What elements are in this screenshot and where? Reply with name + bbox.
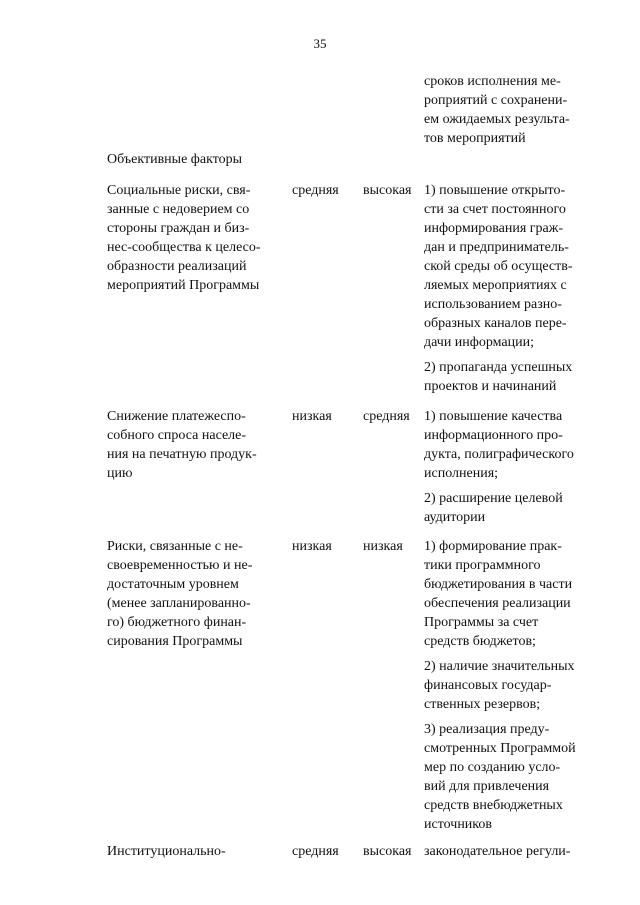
risk-impact: высокая (363, 844, 412, 859)
risk-impact: низкая (363, 539, 403, 554)
measure-text-line: ственных резервов; (424, 697, 541, 712)
measure-text-line: источников (424, 817, 493, 832)
risk-probability: низкая (292, 409, 332, 424)
risk-name-line: занные с недоверием со (107, 202, 250, 217)
measure-text-line: 3) реализация преду- (424, 722, 550, 737)
measure-text-line: роприятий с сохранени- (424, 93, 568, 108)
measure-text-line: информационного про- (424, 428, 563, 443)
risk-name-line: сирования Программы (107, 634, 243, 649)
measure-text-line: законодательное регули- (424, 844, 571, 859)
measure-text-line: средств бюджетов; (424, 634, 536, 649)
risk-name-line: образности реализаций (107, 259, 247, 274)
risk-probability: средняя (292, 844, 339, 859)
risk-name-line: мероприятий Программы (107, 278, 260, 293)
measure-text-line: ем ожидаемых результа- (424, 112, 570, 127)
risk-name-line: нес-сообщества к целесо- (107, 240, 261, 255)
measure-text-line: ляемых мероприятиях с (424, 278, 567, 293)
measure-text-line: проектов и начинаний (424, 379, 557, 394)
risk-name-line: Социальные риски, свя- (107, 183, 251, 198)
measure-text-line: аудитории (424, 510, 486, 525)
risk-name-line: Риски, связанные с не- (107, 539, 243, 554)
measure-text-line: тики программного (424, 558, 541, 573)
measure-text-line: вий для привлечения (424, 779, 550, 794)
measure-text-line: дан и предприниматель- (424, 240, 569, 255)
measure-text-line: 2) наличие значительных (424, 659, 575, 674)
risk-name-line: своевременностью и не- (107, 558, 253, 573)
risk-name-line: Институционально- (107, 844, 226, 859)
risk-impact: высокая (363, 183, 412, 198)
risk-name-line: Снижение платежеспо- (107, 409, 246, 424)
measure-text-line: дачи информации; (424, 335, 534, 350)
risk-probability: средняя (292, 183, 339, 198)
risk-impact: средняя (363, 409, 410, 424)
measure-text-line: сроков исполнения ме- (424, 74, 561, 89)
measure-text-line: исполнения; (424, 466, 499, 481)
risk-name-line: собного спроса населе- (107, 428, 247, 443)
risk-name-line: достаточным уровнем (107, 577, 239, 592)
measure-text-line: финансовых государ- (424, 678, 552, 693)
measure-text-line: Программы за счет (424, 615, 539, 630)
risk-name-line: цию (107, 466, 133, 481)
measure-text-line: смотренных Программой (424, 741, 576, 756)
measure-text-line: средств внебюджетных (424, 798, 563, 813)
risk-name-line: ния на печатную продук- (107, 447, 257, 462)
risk-name-line: стороны граждан и биз- (107, 221, 250, 236)
section-title: Объективные факторы (107, 152, 243, 167)
measure-text-line: мер по созданию усло- (424, 760, 561, 775)
risk-name-line: го) бюджетного финан- (107, 615, 247, 630)
measure-text-line: ской среды об осуществ- (424, 259, 573, 274)
measure-text-line: 1) повышение открыто- (424, 183, 566, 198)
measure-text-line: дукта, полиграфического (424, 447, 574, 462)
risk-name-line: (менее запланированно- (107, 596, 251, 611)
measure-text-line: образных каналов пере- (424, 316, 567, 331)
measure-text-line: использованием разно- (424, 297, 562, 312)
measure-text-line: 1) формирование прак- (424, 539, 562, 554)
measure-text-line: 2) пропаганда успешных (424, 360, 573, 375)
risk-probability: низкая (292, 539, 332, 554)
measure-text-line: информирования граж- (424, 221, 564, 236)
measure-text-line: бюджетирования в части (424, 577, 573, 592)
measure-text-line: 2) расширение целевой (424, 491, 563, 506)
measure-text-line: обеспечения реализации (424, 596, 571, 611)
measure-text-line: 1) повышение качества (424, 409, 563, 424)
measure-text-line: тов мероприятий (424, 131, 526, 146)
measure-text-line: сти за счет постоянного (424, 202, 566, 217)
page-number: 35 (313, 36, 327, 51)
